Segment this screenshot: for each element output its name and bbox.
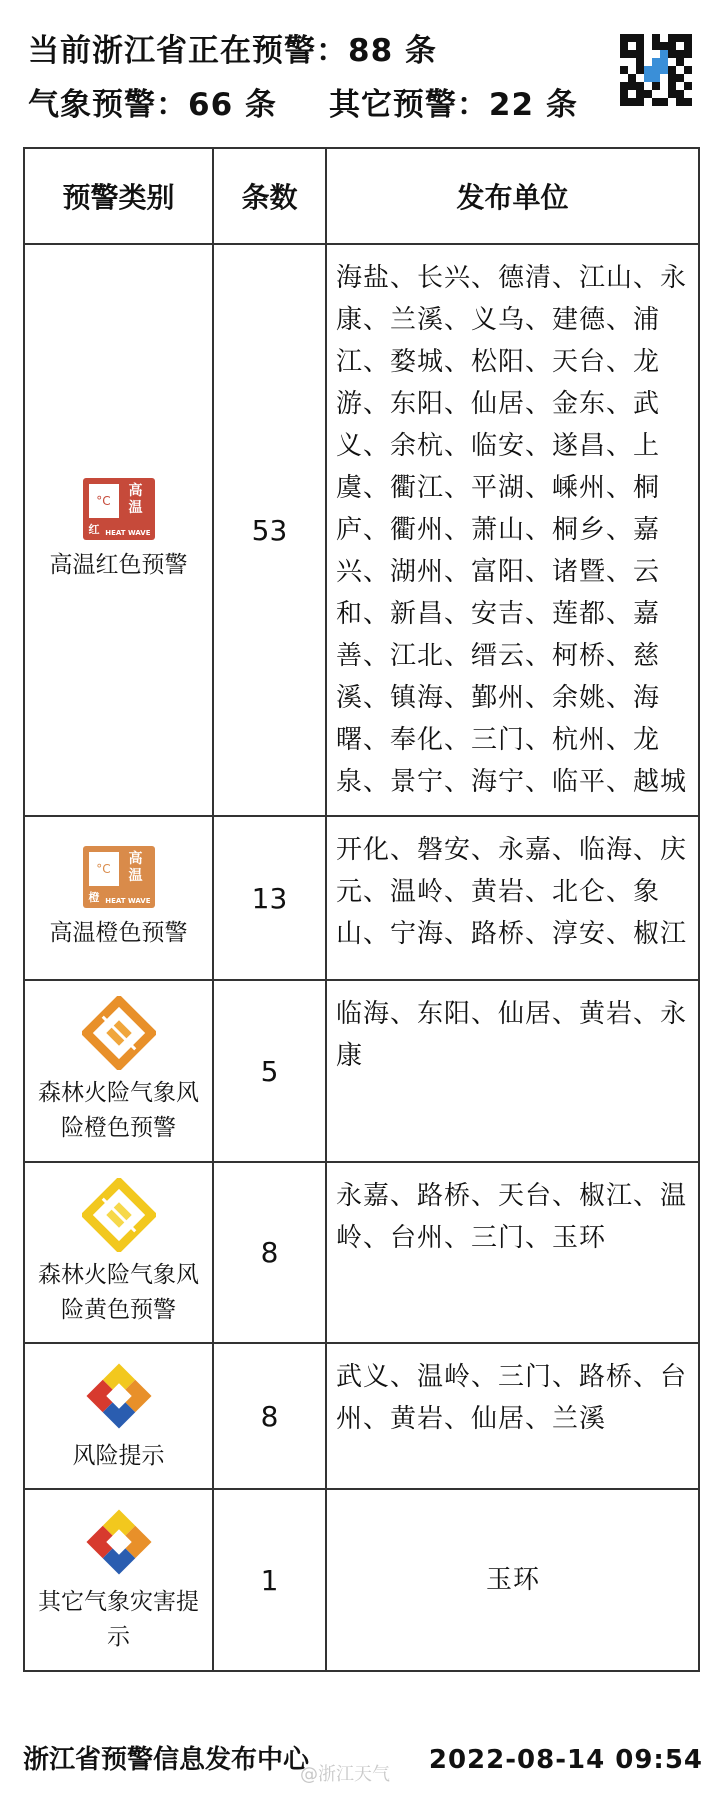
header-type: 预警类别 bbox=[24, 148, 213, 244]
heat-wave-red-icon: °C 高温 红 HEAT WAVE bbox=[83, 478, 155, 540]
issuing-units: 海盐、长兴、德清、江山、永康、兰溪、义乌、建德、浦江、婺城、松阳、天台、龙游、东阳、仙居、金东、武义、余杭、临安、遂昌、上虞、衢江、平湖、嵊州、桐庐、衢州、萧山、桐乡、嘉兴、湖州、富阳、诸暨、云和、新昌、安吉、莲都、嘉善、江北、缙云、柯桥、慈溪、镇海、鄞州、余姚、海曙、奉化、三门、杭州、龙泉、景宁、海宁、临平、越城 bbox=[326, 244, 699, 816]
other-disaster-notice-icon bbox=[82, 1505, 156, 1579]
warning-type-cell bbox=[24, 1162, 213, 1343]
warning-type-label: 森林火险气象风险黄色预警 bbox=[38, 1261, 199, 1323]
table-header-row bbox=[24, 148, 699, 244]
issuing-units: 开化、磐安、永嘉、临海、庆元、温岭、黄岩、北仑、象山、宁海、路桥、淳安、椒江 bbox=[326, 816, 699, 980]
warning-type-cell bbox=[24, 980, 213, 1162]
warning-breakdown bbox=[28, 78, 588, 132]
warning-type-cell bbox=[24, 1489, 213, 1671]
header bbox=[28, 24, 588, 132]
warning-type-cell bbox=[24, 816, 213, 980]
header-units: 发布单位 bbox=[326, 148, 699, 244]
warning-type-label: 其它气象灾害提示 bbox=[38, 1589, 199, 1650]
header-count: 条数 bbox=[213, 148, 326, 244]
table-row bbox=[24, 1489, 699, 1671]
warning-count: 5 bbox=[213, 980, 326, 1162]
table-row bbox=[24, 816, 699, 980]
warning-count: 1 bbox=[213, 1489, 326, 1671]
warning-type-label: 风险提示 bbox=[72, 1442, 165, 1469]
issuing-units: 永嘉、路桥、天台、椒江、温岭、台州、三门、玉环 bbox=[326, 1162, 699, 1343]
table-row bbox=[24, 1162, 699, 1343]
issuing-units: 玉环 bbox=[326, 1489, 699, 1671]
heat-wave-orange-icon: °C 高温 橙 HEAT WAVE bbox=[83, 846, 155, 908]
warning-type-cell bbox=[24, 1343, 213, 1489]
warning-count: 13 bbox=[213, 816, 326, 980]
weibo-watermark: @浙江天气 bbox=[300, 1764, 390, 1785]
issuing-units: 临海、东阳、仙居、黄岩、永康 bbox=[326, 980, 699, 1162]
publisher-name: 浙江省预警信息发布中心 bbox=[23, 1745, 310, 1775]
issuing-units: 武义、温岭、三门、路桥、台州、黄岩、仙居、兰溪 bbox=[326, 1343, 699, 1489]
risk-notice-icon bbox=[82, 1359, 156, 1433]
table-row bbox=[24, 1343, 699, 1489]
warning-count: 8 bbox=[213, 1162, 326, 1343]
table-row bbox=[24, 980, 699, 1162]
warning-type-cell bbox=[24, 244, 213, 816]
warning-count: 53 bbox=[213, 244, 326, 816]
forest-fire-yellow-icon bbox=[82, 1178, 156, 1252]
warning-count: 8 bbox=[213, 1343, 326, 1489]
other-warning-count: 其它预警：22 条 bbox=[328, 87, 578, 123]
warning-type-label: 高温橙色预警 bbox=[49, 919, 188, 946]
current-warning-total: 当前浙江省正在预警：88 条 bbox=[28, 33, 437, 69]
publish-timestamp: 2022-08-14 09:54 bbox=[428, 1745, 703, 1775]
table-row bbox=[24, 244, 699, 816]
forest-fire-orange-icon bbox=[82, 996, 156, 1070]
qr-code-icon[interactable] bbox=[620, 34, 692, 106]
warning-table bbox=[23, 147, 700, 1672]
thermometer-icon: °C bbox=[89, 484, 119, 518]
thermometer-icon: °C bbox=[89, 852, 119, 886]
warning-type-label: 森林火险气象风险橙色预警 bbox=[38, 1080, 199, 1141]
warning-type-label: 高温红色预警 bbox=[49, 551, 188, 578]
weather-warning-count: 气象预警：66 条 bbox=[28, 87, 277, 123]
